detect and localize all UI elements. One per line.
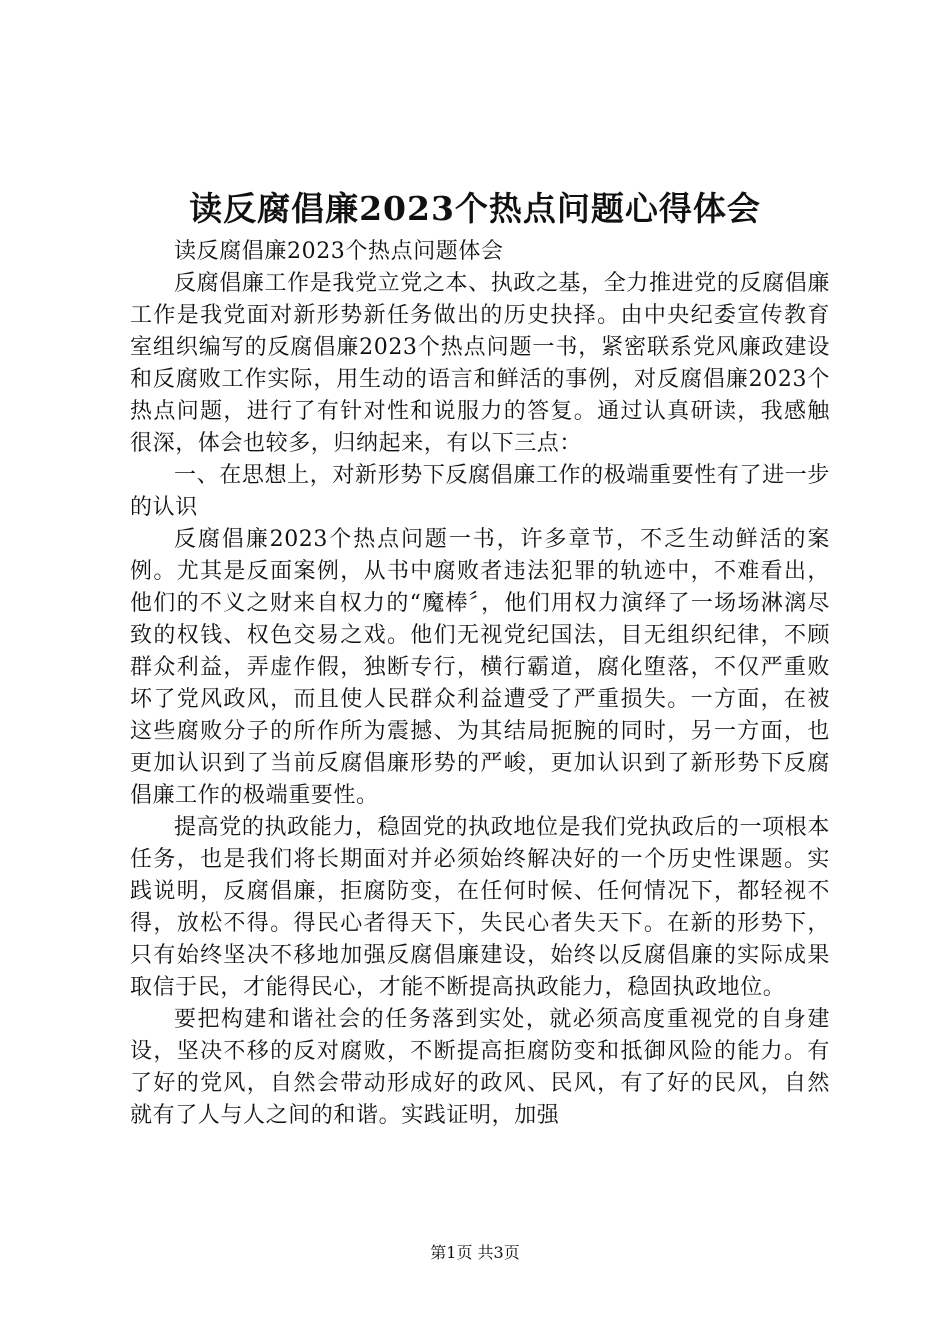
document-body [130, 236, 830, 1132]
subtitle-paragraph: 读反腐倡廉2023个热点问题体会 [174, 239, 504, 264]
body-paragraph: 要把构建和谐社会的任务落到实处，就必须高度重视党的自身建设，坚决不移的反对腐败，不断提高拒腐防变和抵御风险的能力。有了好的党风，自然会带动形成好的政风、民风，有了好的民风，自然就有了人与人之间的和谐。实践证明，加强 [130, 1007, 830, 1128]
body-paragraph: 反腐倡廉2023个热点问题一书，许多章节，不乏生动鲜活的案例。尤其是反面案例，从书中腐败者违法犯罪的轨迹中，不难看出，他们的不义之财来自权力的“魔棒〞，他们用权力演绎了一场场淋漓尽致的权钱、权色交易之戏。他们无视党纪国法，目无组织纪律，不顾群众利益，弄虚作假，独断专行，横行霸道，腐化堕落，不仅严重败坏了党风政风，而且使人民群众利益遭受了严重损失。一方面，在被这些腐败分子的所作所为震撼、为其结局扼腕的同时，另一方面，也更加认识到了当前反腐倡廉形势的严峻，更加认识到了新形势下反腐倡廉工作的极端重要性。 [130, 527, 830, 808]
page-number-footer: 第1页 共3页 [430, 1243, 520, 1262]
body-paragraph: 提高党的执政能力，稳固党的执政地位是我们党执政后的一项根本任务，也是我们将长期面对并必须始终解决好的一个历史性课题。实践说明，反腐倡廉，拒腐防变，在任何时候、任何情况下，都轻视不得，放松不得。得民心者得天下，失民心者失天下。在新的形势下，只有始终坚决不移地加强反腐倡廉建设，始终以反腐倡廉的实际成果取信于民，才能得民心，才能不断提高执政能力，稳固执政地位。 [130, 815, 830, 1000]
section-heading: 一、在思想上，对新形势下反腐倡廉工作的极端重要性有了进一步的认识 [130, 463, 830, 520]
document-title: 读反腐倡廉2023个热点问题心得体会 [189, 189, 761, 228]
intro-paragraph: 反腐倡廉工作是我党立党之本、执政之基，全力推进党的反腐倡廉工作是我党面对新形势新任务做出的历史抉择。由中央纪委宣传教育室组织编写的反腐倡廉2023个热点问题一书，紧密联系党风廉政建设和反腐败工作实际，用生动的语言和鲜活的事例，对反腐倡廉2023个热点问题，进行了有针对性和说服力的答复。通过认真研读，我感触很深，体会也较多，归纳起来，有以下三点： [130, 271, 830, 456]
